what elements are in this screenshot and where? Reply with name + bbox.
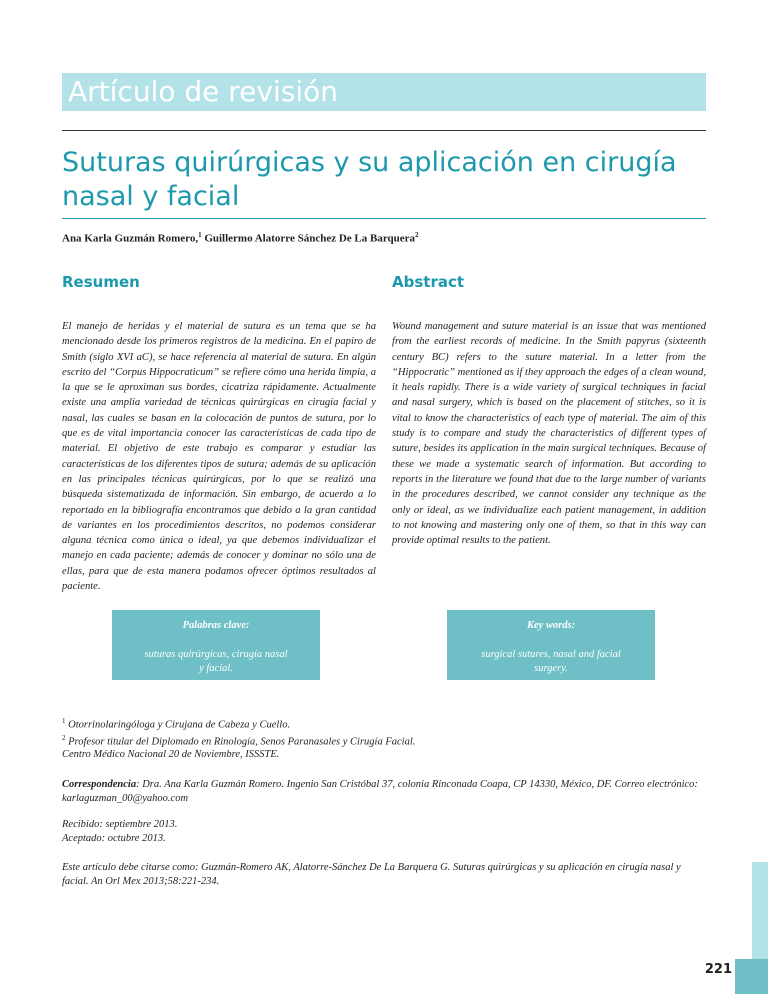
- affiliation-number: 2: [62, 733, 66, 742]
- keywords-en-box: [447, 610, 655, 680]
- keywords-en-title: Key words:: [526, 620, 576, 631]
- author-name: Guillermo Alatorre Sánchez De La Barquera: [201, 232, 416, 245]
- section-banner: Artículo de revisión: [62, 73, 706, 111]
- correspondence-label: Correspondencia: [62, 779, 137, 790]
- keywords-es-box: [112, 610, 320, 680]
- affiliation-line: [62, 748, 706, 761]
- abstract-text: Wound management and suture material is an issue that was mentioned from the earliest records of medicine. In the Smith papyrus (sixteenth century BC) refers to the suture material. In a letter from the “Hippocratic” mentioned as if they approach the edges of a clean wound, it heals rapidly. There is a wide variety of surgical techniques in facial and nasal surgery, which is based on the placement of stitches, so it is vital to know the characteristics of each type of material. The aim of this study is to compare and study the characteristics of different types of suture, besides its application in the main surgical techniques. Because of these we made a systematic search of information. But according to reports in the literature we found that due to the large number of variants in the procedures described, we cannot consider any technique as the only or ideal, as we individualize each patient management, in addition to not knowing and mastering only one of them, so that in this way can provide optimal results to the patient.: [392, 321, 706, 547]
- author-name: Ana Karla Guzmán Romero,: [62, 232, 199, 245]
- keywords-en-text: surgical sutures, nasal and facial surgery.: [481, 649, 621, 674]
- citation: Este artículo debe citarse como: Guzmán-Romero AK, Alatorre-Sánchez De La Barquera G. Suturas quirúrgicas y su aplicación en cirugía nasal y facial. An Orl Mex 2013;58:221-234.: [62, 862, 681, 887]
- affiliation-text: Profesor titular del Diplomado en Rinología, Senos Paranasales y Cirugía Facial.: [68, 736, 416, 747]
- page-number: 221: [704, 962, 732, 977]
- affiliation-line: [62, 715, 706, 732]
- accepted-date: Aceptado: octubre 2013.: [62, 833, 166, 844]
- affiliation-text: Otorrinolaringóloga y Cirujana de Cabeza y Cuello.: [68, 719, 291, 731]
- affiliations: [62, 715, 706, 761]
- page-number-tab: [735, 959, 768, 994]
- received-date: Recibido: septiembre 2013.: [62, 819, 178, 830]
- resumen-text: El manejo de heridas y el material de sutura es un tema que se ha mencionado desde los primeros registros de la medicina. En el papiro de Smith (siglo XVI aC), se hace referencia al material de sutura. En algún escrito del “Corpus Hippocraticum” se refiere cómo una herida limpia, a la que se le aproximan sus bordes, cicatriza rápidamente. Actualmente existe una amplia variedad de técnicas quirúrgicas en cirugía facial y nasal, las cuales se basan en la colocación de puntos de sutura, por lo que es de vital importancia conocer las características de cada tipo de material. El objetivo de este trabajo es comparar y estudiar las características de los diferentes tipos de sutura; además de su aplicación en las principales técnicas quirúrgicas, por lo que se realizó una búsqueda sistematizada de información. Sin embargo, de acuerdo a lo reportado en la bibliografía encontramos que debido a la gran cantidad de variantes en los procedimientos descritos, no podemos considerar alguna técnica como única o ideal, ya que debemos individualizar el manejo en cada paciente; además de conocer y dominar no sólo una de ellas, para que de esta manera podamos ofrecer óptimos resultados al paciente.: [62, 321, 376, 593]
- author-affiliation-mark: 2: [415, 231, 419, 239]
- dates: [62, 818, 706, 846]
- affiliation-number: 1: [62, 717, 66, 725]
- article-title: Suturas quirúrgicas y su aplicación en cirugía nasal y facial: [62, 147, 677, 212]
- title-divider: [62, 218, 706, 219]
- resumen-heading: Resumen: [62, 273, 140, 291]
- correspondence-text: : Dra. Ana Karla Guzmán Romero. Ingenio San Cristóbal 37, colonia Rinconada Coapa, CP 14330, México, DF. Correo electrónico: karlaguzman_00@yahoo.com: [62, 779, 698, 804]
- header-divider: [62, 130, 706, 131]
- abstract-heading: Abstract: [392, 273, 465, 291]
- keywords-es-text: suturas quirúrgicas, cirugía nasal y facial.: [144, 649, 288, 674]
- affiliation-text: Centro Médico Nacional 20 de Noviembre, ISSSTE.: [62, 749, 280, 760]
- author-list: [62, 228, 706, 246]
- keywords-es-title: Palabras clave:: [182, 620, 250, 631]
- affiliation-line: [62, 732, 706, 749]
- correspondence: [62, 778, 706, 806]
- author-affiliation-mark: 1: [198, 231, 202, 239]
